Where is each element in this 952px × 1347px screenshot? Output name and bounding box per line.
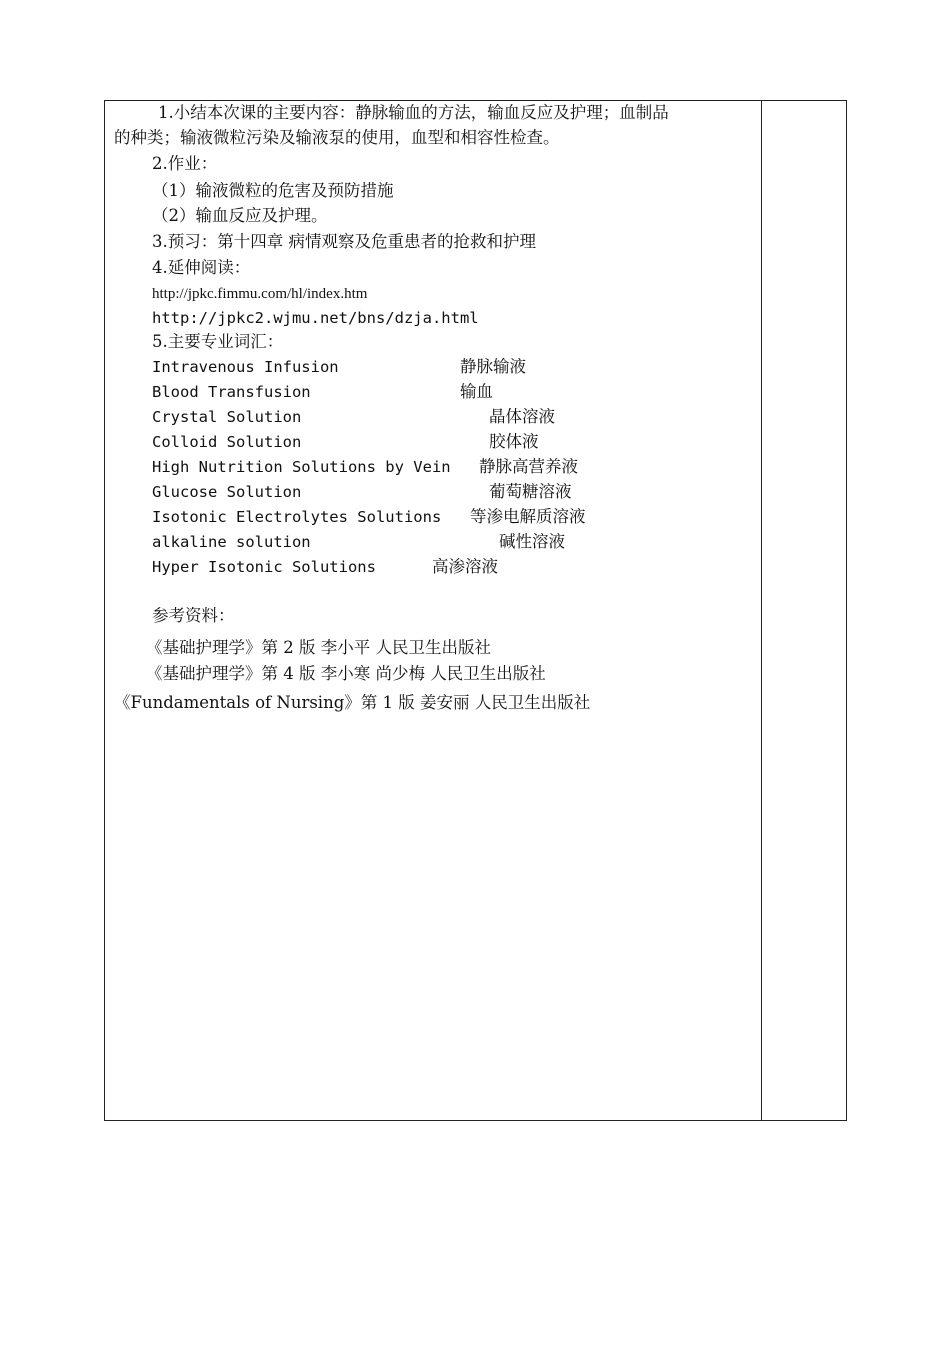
vocab-term-en: Crystal Solution [152,408,302,426]
vocab-term-en: Glucose Solution [152,483,302,501]
summary-line-1: 1.小结本次课的主要内容：静脉输血的方法，输血反应及护理；血制品 [158,103,669,122]
vocab-term-en: Isotonic Electrolytes Solutions [152,508,442,526]
vocab-term-cn: 晶体溶液 [489,407,555,426]
homework-item-2: （2）输血反应及护理。 [152,206,328,225]
reference-2: 《基础护理学》第 4 版 李小寒 尚少梅 人民卫生出版社 [146,664,546,683]
vocab-term-cn: 静脉输液 [460,357,526,376]
reading-url-2[interactable]: http://jpkc2.wjmu.net/bns/dzja.html [152,309,479,327]
vocab-term-cn: 静脉高营养液 [479,457,578,476]
references-title: 参考资料： [152,606,235,625]
column-divider [761,100,762,1121]
vocab-term-en: alkaline solution [152,533,311,551]
vocab-term-en: Intravenous Infusion [152,358,339,376]
summary-line-2: 的种类；输液微粒污染及输液泵的使用，血型和相容性检查。 [114,128,560,147]
reading-title: 4.延伸阅读： [152,258,251,277]
vocab-term-en: Colloid Solution [152,433,302,451]
reference-1: 《基础护理学》第 2 版 李小平 人民卫生出版社 [146,638,491,657]
vocab-term-cn: 葡萄糖溶液 [489,482,572,501]
preview-line: 3.预习：第十四章 病情观察及危重患者的抢救和护理 [152,232,536,251]
vocab-term-cn: 高渗溶液 [432,557,498,576]
vocab-term-cn: 输血 [460,382,493,401]
reference-3: 《Fundamentals of Nursing》第 1 版 姜安丽 人民卫生出版社 [114,693,591,712]
vocab-term-cn: 碱性溶液 [499,532,565,551]
homework-title: 2.作业： [152,154,218,173]
vocab-term-en: Hyper Isotonic Solutions [152,558,376,576]
vocab-term-en: High Nutrition Solutions by Vein [152,458,451,476]
vocab-term-cn: 等渗电解质溶液 [470,507,586,526]
vocabulary-title: 5.主要专业词汇： [152,332,284,351]
vocab-term-cn: 胶体液 [489,432,539,451]
homework-item-1: （1）输液微粒的危害及预防措施 [152,181,394,200]
reading-url-1[interactable]: http://jpkc.fimmu.com/hl/index.htm [152,286,368,302]
vocab-term-en: Blood Transfusion [152,383,311,401]
